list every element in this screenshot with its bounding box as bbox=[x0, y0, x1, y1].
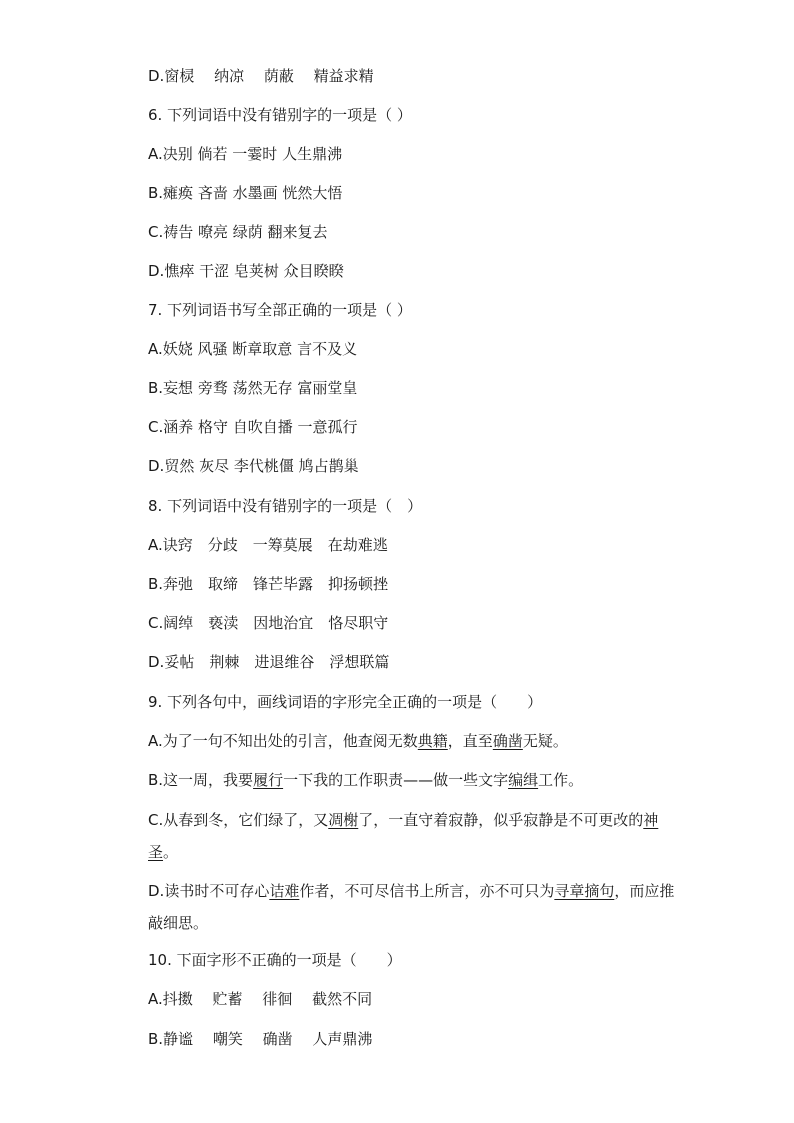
underlined-word: 典籍 bbox=[417, 732, 448, 750]
question-line: 6. 下列词语中没有错别字的一项是（ ） bbox=[148, 106, 412, 124]
option-line: C.祷告 嘹亮 绿荫 翻来复去 bbox=[148, 223, 328, 241]
option-line: A.抖擞 贮蓄 徘徊 截然不同 bbox=[148, 990, 373, 1008]
option-line bbox=[148, 731, 678, 751]
option-line bbox=[148, 770, 678, 790]
option-line: A.决别 倘若 一霎时 人生鼎沸 bbox=[148, 145, 343, 163]
option-line: D.妥帖 荆棘 进退维谷 浮想联篇 bbox=[148, 653, 390, 671]
text: ，直至 bbox=[447, 732, 493, 750]
option-line: B.静谧 嘲笑 确凿 人声鼎沸 bbox=[148, 1030, 373, 1048]
question-line: 8. 下列词语中没有错别字的一项是（ ） bbox=[148, 497, 423, 515]
option-paragraph bbox=[148, 804, 678, 868]
text: D.读书时不可存心 bbox=[148, 882, 270, 900]
option-line: B.瘫痪 吝啬 水墨画 恍然大悟 bbox=[148, 184, 343, 202]
text: 了，一直守着寂静，似乎寂静是不可更改的 bbox=[358, 811, 644, 829]
text: B.这一周，我要 bbox=[148, 771, 254, 789]
underlined-word: 寻章摘句 bbox=[554, 882, 615, 900]
option-line: B.妄想 旁骛 荡然无存 富丽堂皇 bbox=[148, 379, 358, 397]
question-line: 10. 下面字形不正确的一项是（ ） bbox=[148, 951, 402, 969]
underlined-word: 确凿 bbox=[492, 732, 523, 750]
underlined-word: 神圣 bbox=[148, 811, 659, 861]
option-line: C.阔绰 亵渎 因地治宜 恪尽职守 bbox=[148, 614, 389, 632]
text: 无疑。 bbox=[522, 732, 568, 750]
underlined-word: 履行 bbox=[253, 771, 284, 789]
option-line: D.窗棂 纳凉 荫蔽 精益求精 bbox=[148, 67, 374, 85]
option-line: A.妖娆 风骚 断章取意 言不及义 bbox=[148, 340, 358, 358]
option-line: B.奔弛 取缔 锋芒毕露 抑扬顿挫 bbox=[148, 575, 389, 593]
option-line: A.诀窍 分歧 一筹莫展 在劫难逃 bbox=[148, 536, 388, 554]
question-line: 9. 下列各句中，画线词语的字形完全正确的一项是（ ） bbox=[148, 693, 543, 711]
underlined-word: 凋榭 bbox=[328, 811, 359, 829]
text: C.从春到冬，它们绿了，又 bbox=[148, 811, 329, 829]
underlined-word: 诘难 bbox=[269, 882, 300, 900]
option-line: D.憔瘁 干涩 皂荚树 众目睽睽 bbox=[148, 262, 344, 280]
text: 。 bbox=[163, 843, 179, 861]
text: A.为了一句不知出处的引言，他查阅无数 bbox=[148, 732, 418, 750]
option-line: C.涵养 格守 自吹自播 一意孤行 bbox=[148, 418, 358, 436]
option-line: D.贸然 灰尽 李代桃僵 鸠占鹊巢 bbox=[148, 457, 359, 475]
text: 工作。 bbox=[538, 771, 584, 789]
underlined-word: 编缉 bbox=[508, 771, 539, 789]
text: 作者，不可尽信书上所言，亦不可只为 bbox=[299, 882, 555, 900]
option-paragraph bbox=[148, 875, 678, 939]
text: 一下我的工作职责——做一些文字 bbox=[283, 771, 509, 789]
question-line: 7. 下列词语书写全部正确的一项是（ ） bbox=[148, 301, 412, 319]
text: ，而应推敲细思。 bbox=[148, 882, 675, 932]
